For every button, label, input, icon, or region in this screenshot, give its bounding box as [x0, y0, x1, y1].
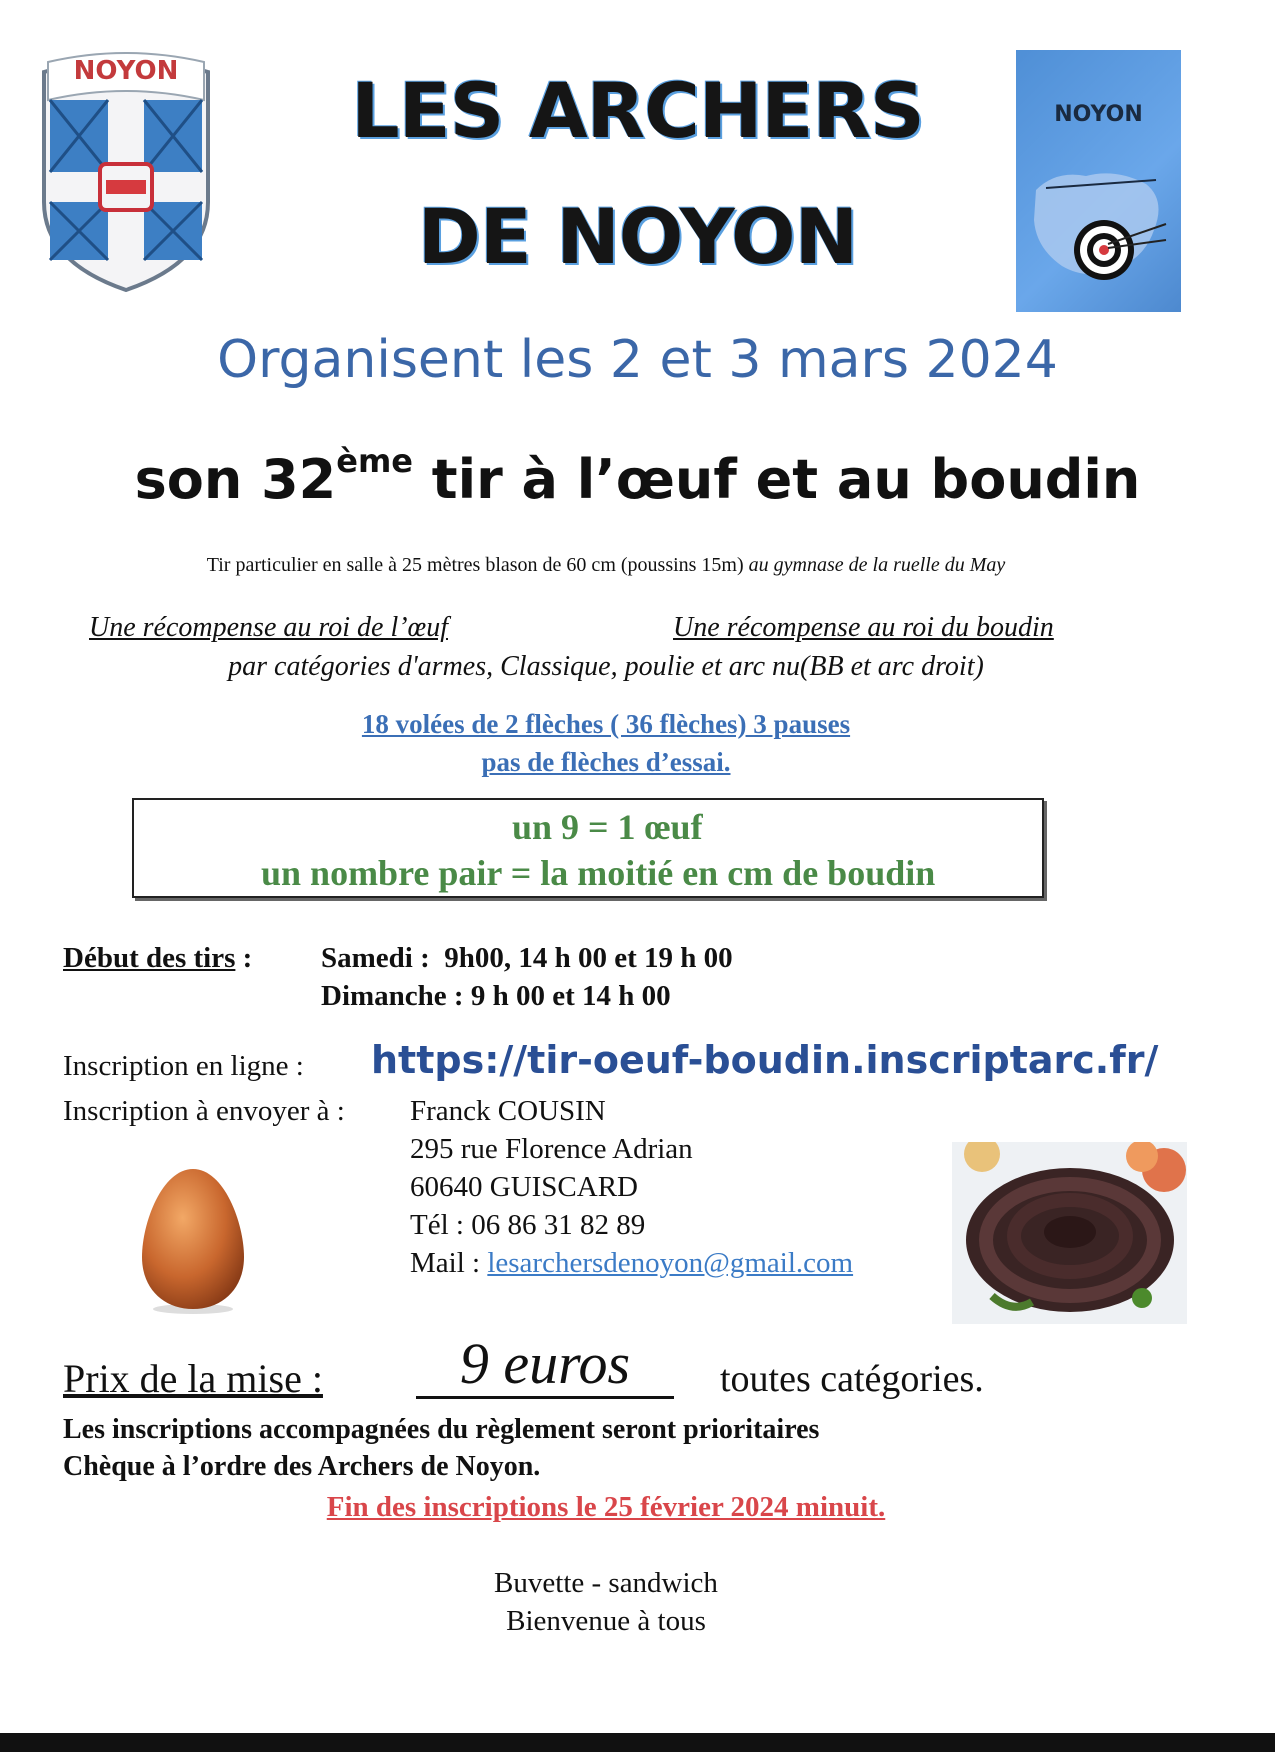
scan-bottom-edge	[0, 1733, 1275, 1752]
schedule-label	[63, 942, 252, 975]
reward-egg: Une récompense au roi de l’œuf	[89, 612, 448, 643]
online-registration-label: Inscription en ligne :	[63, 1050, 304, 1082]
contact-mail-prefix: Mail :	[410, 1247, 488, 1279]
price-label: Prix de la mise :	[63, 1356, 323, 1401]
footer-welcome: Bienvenue à tous	[506, 1605, 706, 1637]
headline-sup: ème	[336, 442, 413, 480]
logo-left-text: NOYON	[73, 56, 179, 86]
contact-city: 60640 GUISCARD	[410, 1171, 638, 1203]
online-registration-link[interactable]: https://tir-oeuf-boudin.inscriptarc.fr/	[371, 1038, 1159, 1082]
note-cheque: Chèque à l’ordre des Archers de Noyon.	[63, 1451, 541, 1482]
schedule-label-text: Début des tirs	[63, 942, 236, 974]
schedule-sunday: Dimanche : 9 h 00 et 14 h 00	[321, 980, 671, 1012]
headline-post: tir à l’œuf et au boudin	[413, 448, 1141, 511]
logo-right-text: NOYON	[1054, 102, 1143, 127]
reward-categories: par catégories d'armes, Classique, poulie et arc nu(BB et arc droit)	[228, 651, 984, 682]
note-deadline: Fin des inscriptions le 25 février 2024 minuit.	[326, 1491, 886, 1523]
title-line-2: DE NOYON	[417, 192, 858, 281]
headline-pre: son 32	[134, 448, 337, 511]
footer-buvette: Buvette - sandwich	[494, 1567, 718, 1599]
mail-registration-label: Inscription à envoyer à :	[63, 1095, 345, 1127]
contact-mail	[410, 1247, 853, 1280]
details-plain: Tir particulier en salle à 25 mètres blason de 60 cm (poussins 15m)	[206, 554, 749, 576]
rule-egg: un 9 = 1 œuf	[512, 807, 703, 847]
note-priority: Les inscriptions accompagnées du règlement seront prioritaires	[63, 1414, 820, 1445]
price-suffix: toutes catégories.	[720, 1358, 984, 1400]
schedule-label-colon: :	[235, 942, 253, 974]
contact-name: Franck COUSIN	[410, 1095, 606, 1127]
event-dates: Organisent les 2 et 3 mars 2024	[217, 330, 1058, 390]
schedule-saturday: Samedi : 9h00, 14 h 00 et 19 h 00	[321, 942, 733, 974]
title-line-1: LES ARCHERS	[351, 66, 924, 155]
contact-phone: Tél : 06 86 31 82 89	[410, 1209, 646, 1241]
volleys-line-2: pas de flèches d’essai.	[481, 747, 731, 777]
shooting-details	[0, 554, 1212, 577]
contact-email-link[interactable]: lesarchersdenoyon@gmail.com	[487, 1247, 854, 1279]
boudin-picture	[952, 1142, 1187, 1324]
reward-boudin: Une récompense au roi du boudin	[673, 612, 1054, 643]
contact-street: 295 rue Florence Adrian	[410, 1133, 693, 1165]
rule-boudin: un nombre pair = la moitié en cm de boudin	[261, 853, 936, 893]
egg-picture	[138, 1165, 248, 1315]
event-headline	[0, 442, 1275, 511]
details-location: au gymnase de la ruelle du May	[748, 554, 1006, 576]
volleys-line-1: 18 volées de 2 flèches ( 36 flèches) 3 pauses	[361, 709, 851, 739]
scoring-rules-box	[132, 798, 1044, 898]
price-amount: 9 euros	[416, 1332, 674, 1399]
